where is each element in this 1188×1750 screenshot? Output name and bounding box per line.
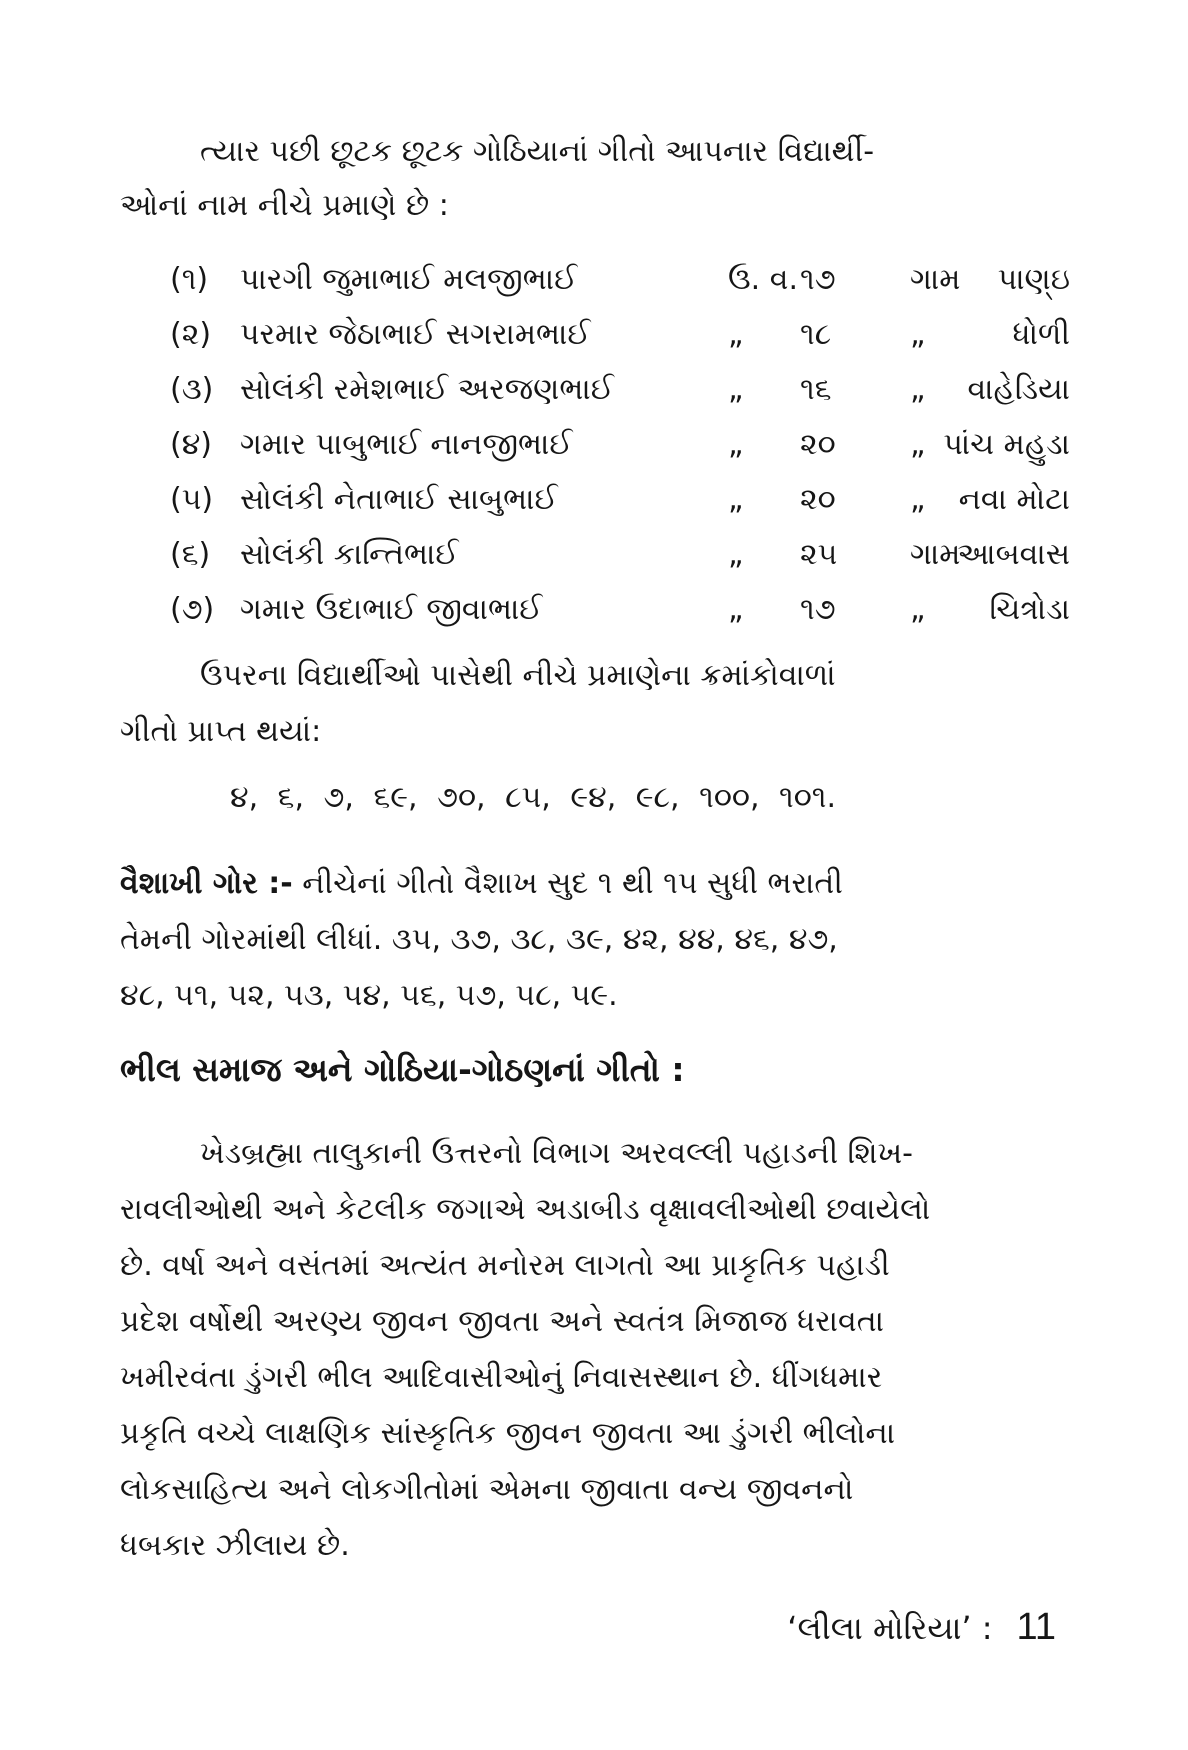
received-line-2: ગીતો પ્રાપ્ત થયાં: — [120, 714, 322, 749]
vaishakhi-line-3: ૪૮, ૫૧, ૫૨, ૫૩, ૫૪, ૫૬, ૫૭, ૫૮, ૫૯. — [120, 978, 618, 1013]
student-number: (૪) — [170, 427, 213, 462]
section-line-2: રાવલીઓથી અને કેટલીક જગાએ અડાબીડ વૃક્ષાવલીઓથી છવાયેલો — [120, 1192, 931, 1227]
student-row — [170, 362, 1070, 417]
section-line-5: ખમીરવંતા ડુંગરી ભીલ આદિવાસીઓનું નિવાસસ્થાન છે. ધીંગધમાર — [120, 1360, 883, 1395]
page-footer — [787, 1606, 1056, 1649]
vaishakhi-line-1 — [120, 864, 843, 904]
student-village: ધોળી — [1012, 317, 1070, 352]
intro-line-1: ત્યાર પછી છૂટક છૂટક ગોઠિયાનાં ગીતો આપનાર વિદ્યાર્થી- — [200, 134, 875, 169]
section-line-6: પ્રકૃતિ વચ્ચે લાક્ષણિક સાંસ્કૃતિક જીવન જીવતા આ ડુંગરી ભીલોના — [120, 1416, 896, 1451]
student-number: (૭) — [170, 592, 215, 627]
student-number: (૧) — [170, 262, 209, 297]
vaishakhi-label: વૈશાખી ગોર :- — [120, 866, 293, 901]
vaishakhi-line-2: તેમની ગોરમાંથી લીધાં. ૩૫, ૩૭, ૩૮, ૩૯, ૪૨, ૪૪, ૪૬, ૪૭, — [120, 922, 838, 957]
student-age-label: „ — [728, 592, 744, 627]
student-village-label: „ — [910, 592, 926, 627]
page-number: 11 — [1016, 1606, 1056, 1648]
student-row — [170, 252, 1070, 307]
student-village: નવા મોટા — [958, 482, 1070, 517]
section-line-1: ખેડબ્રહ્મા તાલુકાની ઉત્તરનો વિભાગ અરવલ્લી પહાડની શિખ- — [200, 1136, 913, 1171]
student-name: ગમાર ઉદાભાઈ જીવાભાઈ — [240, 592, 543, 627]
student-village-label: „ — [910, 482, 926, 517]
student-row — [170, 417, 1070, 472]
student-number: (૩) — [170, 372, 214, 407]
student-age-label: „ — [728, 372, 744, 407]
student-number: (૨) — [170, 317, 212, 352]
student-name: પારગી જુમાભાઈ મલજીભાઈ — [240, 262, 578, 297]
student-row — [170, 307, 1070, 362]
section-line-4: પ્રદેશ વર્ષોથી અરણ્ય જીવન જીવતા અને સ્વતંત્ર મિજાજ ધરાવતા — [120, 1304, 884, 1339]
student-village: આબવાસ — [957, 537, 1070, 572]
student-age: ૧૬ — [800, 372, 832, 407]
student-number: (૬) — [170, 537, 211, 572]
student-village: પાણ્ઇ — [997, 262, 1070, 297]
student-number: (૫) — [170, 482, 214, 517]
student-age-label: „ — [728, 482, 744, 517]
student-age: ૨૫ — [800, 537, 838, 572]
student-age: ૧૭ — [800, 592, 836, 627]
student-name: સોલંકી કાન્તિભાઈ — [240, 537, 459, 572]
section-line-7: લોકસાહિત્ય અને લોકગીતોમાં એમના જીવાતા વન્ય જીવનનો — [120, 1472, 854, 1507]
book-title: ‘લીલા મોરિયા’ : — [787, 1609, 993, 1647]
student-name: સોલંકી રમેશભાઈ અરજણભાઈ — [240, 372, 614, 407]
student-village: ચિત્રોડા — [989, 592, 1070, 627]
student-age: ૨૦ — [800, 482, 836, 517]
section-line-3: છે. વર્ષા અને વસંતમાં અત્યંત મનોરમ લાગતો આ પ્રાકૃતિક પહાડી — [120, 1248, 890, 1283]
received-song-numbers: ૪, ૬, ૭, ૬૯, ૭૦, ૮૫, ૯૪, ૯૮, ૧૦૦, ૧૦૧. — [230, 780, 837, 815]
section-line-8: ધબકાર ઝીલાય છે. — [120, 1528, 350, 1563]
section-heading: ભીલ સમાજ અને ગોઠિયા-ગોઠણનાં ગીતો : — [120, 1050, 685, 1089]
student-village: વાહેડિયા — [967, 372, 1070, 407]
student-age: ૧૮ — [800, 317, 832, 352]
student-village-label: „ — [910, 372, 926, 407]
student-name: ગમાર પાબુભાઈ નાનજીભાઈ — [240, 427, 573, 462]
student-age: ૨૦ — [800, 427, 836, 462]
student-village-label: ગામ — [910, 262, 961, 297]
student-village-label: ગામ — [910, 537, 961, 572]
student-age: ૧૭ — [800, 262, 836, 297]
received-line-1: ઉપરના વિદ્યાર્થીઓ પાસેથી નીચે પ્રમાણેના ક્રમાંકોવાળાં — [200, 658, 836, 693]
student-age-label: „ — [728, 317, 744, 352]
student-name: પરમાર જેઠાભાઈ સગરામભાઈ — [240, 317, 591, 352]
students-list — [170, 252, 1070, 637]
student-name: સોલંકી નેતાભાઈ સાબુભાઈ — [240, 482, 558, 517]
intro-line-2: ઓનાં નામ નીચે પ્રમાણે છે : — [120, 188, 449, 223]
student-age-label: „ — [728, 537, 744, 572]
student-village: પાંચ મહુડા — [943, 427, 1070, 462]
student-age-label: „ — [728, 427, 744, 462]
student-village-label: „ — [910, 317, 926, 352]
student-row — [170, 582, 1070, 637]
student-age-label: ઉ. વ. — [728, 262, 798, 297]
vaishakhi-text-1: નીચેનાં ગીતો વૈશાખ સુદ ૧ થી ૧૫ સુધી ભરાતી — [292, 866, 843, 901]
student-village-label: „ — [910, 427, 926, 462]
student-row — [170, 527, 1070, 582]
student-row — [170, 472, 1070, 527]
